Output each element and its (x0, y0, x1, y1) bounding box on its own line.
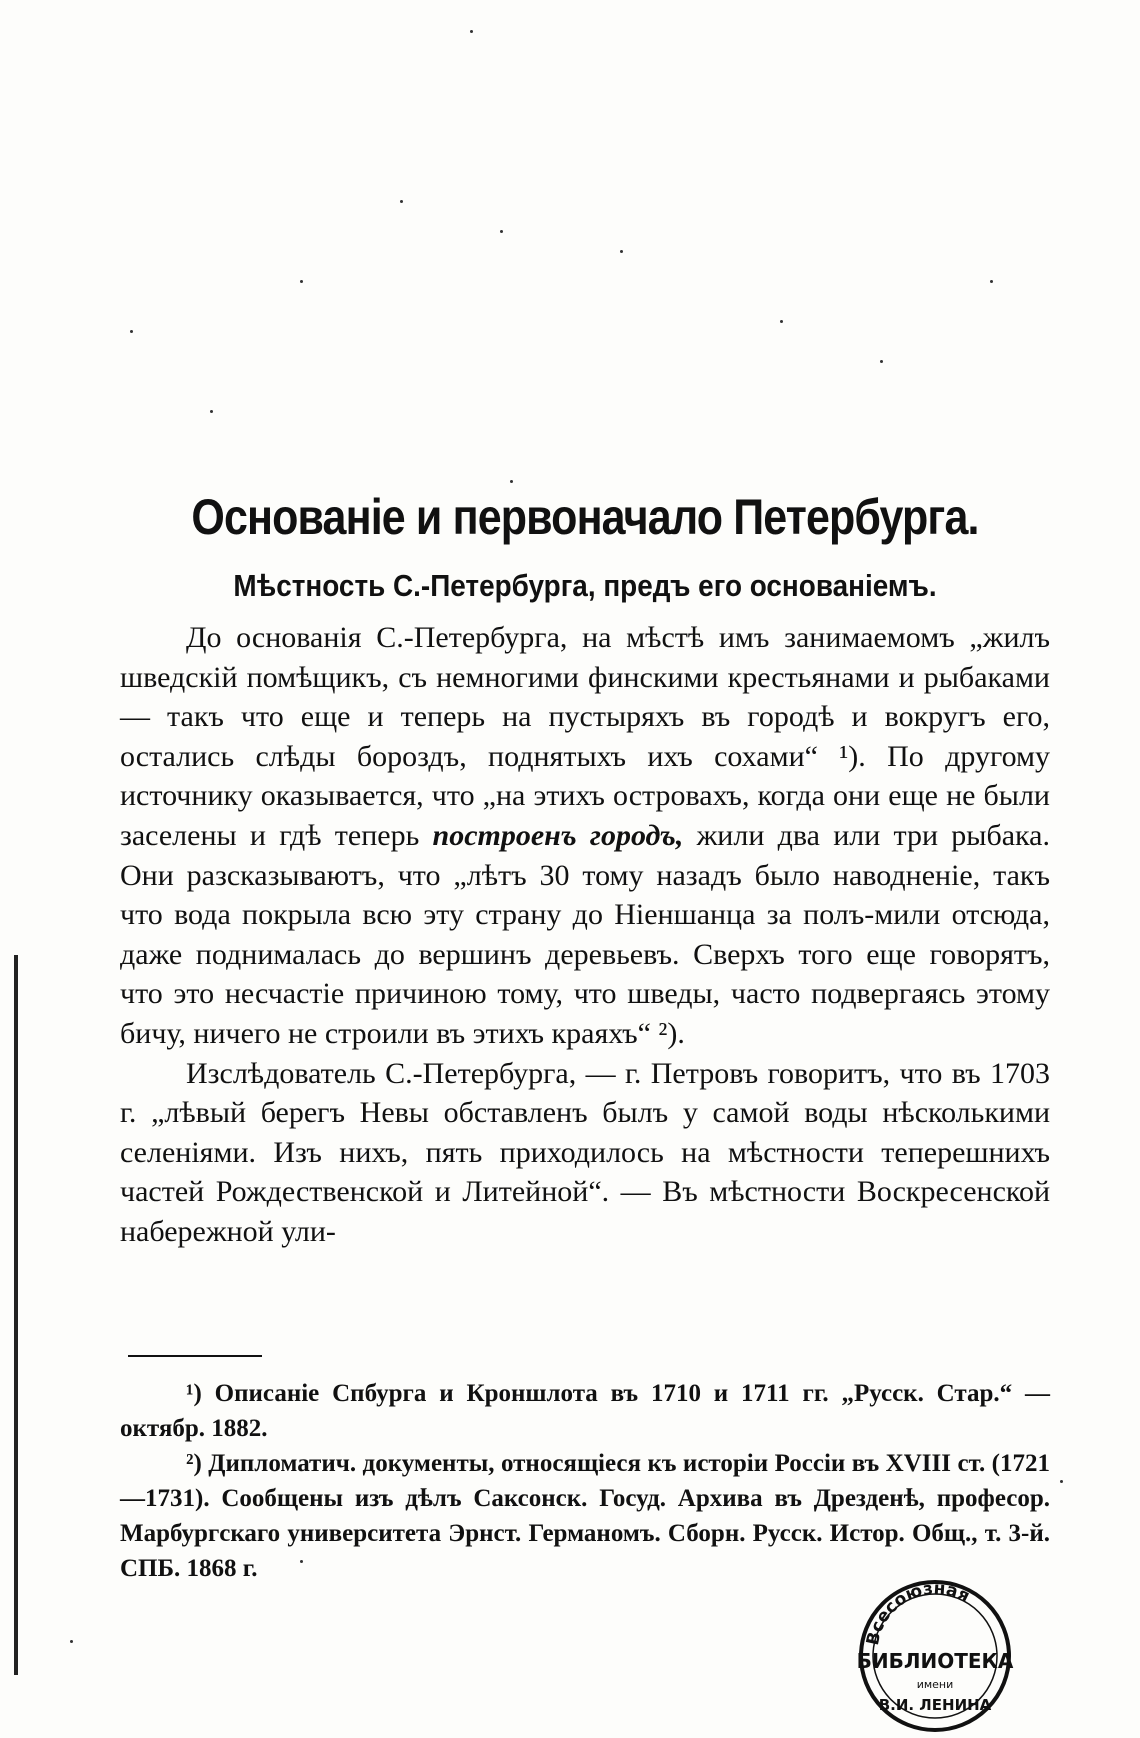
stamp-text-small: имени (916, 1678, 954, 1691)
footnote-1: ¹) Описанiе Спбурга и Кроншлота въ 1710 и 1711 гг. „Русск. Стар.“ — октябр. 1882. (120, 1380, 1050, 1442)
library-stamp (850, 1568, 1020, 1738)
footnote-rule (128, 1355, 262, 1357)
svg-text:Всесоюзная (863, 1579, 973, 1647)
paragraph-2: Изслѣдователь С.-Петербурга, — г. Петровъ говоритъ, что въ 1703 г. „лѣвый берегъ Невы обставленъ былъ у самой воды нѣсколькими селенiями. Изъ нихъ, пять приходилось на мѣстности теперешнихъ частей Рождественской и Литейной“. — Въ мѣстности Воскресенской набережной ули- (120, 1056, 1050, 1248)
body-text (120, 618, 1050, 1252)
footnotes (120, 1376, 1050, 1586)
scan-margin-line (14, 955, 18, 1675)
stamp-text-top: Всесоюзная (862, 1578, 973, 1648)
paragraph-1-text: До основанiя С.-Петербурга, на мѣстѣ имъ занимаемомъ „жилъ шведскiй помѣщикъ, съ немногими финскими крестьянами и рыбаками — такъ что еще и теперь на пустыряхъ въ городѣ и вокругъ его, остались слѣды бороздъ, поднятыхъ ихъ сохами“ ¹). По другому источнику оказывается, что „на этихъ островахъ, когда они еще не были заселены и гдѣ теперь (120, 621, 1050, 852)
footnote-2: ²) Дипломатич. документы, относящiеся къ исторiи Россiи въ XVIII ст. (1721—1731). Сообщены изъ дѣлъ Саксонск. Госуд. Архива въ Дрезденѣ, професор. Марбургскаго университета Эрнст. Германомъ. Сборн. Русск. Истор. Общ., т. 3-й. СПБ. 1868 г. (120, 1450, 1050, 1582)
stamp-text-main: БИБЛИОТЕКА (856, 1649, 1014, 1673)
paragraph-1-italic: построенъ городъ, (432, 818, 684, 852)
chapter-title: Основанiе и первоначало Петербурга. (191, 489, 979, 545)
paragraph-1 (120, 618, 1050, 1054)
stamp-text-bottom: В.И. ЛЕНИНА (878, 1696, 992, 1714)
section-subtitle: Мѣстность С.-Петербурга, предъ его основанiемъ. (233, 568, 937, 603)
paragraph-1-text-end: жили два или три рыбака. Они разсказываютъ, что „лѣтъ 30 тому назадъ было наводненiе, такъ что вода покрыла всю эту страну до Нiеншанца за полъ-мили отсюда, даже поднималась до вершинъ деревьевъ. Сверхъ того еще говорятъ, что это несчастiе причиною тому, что шведы, часто подвергаясь этому бичу, ничего не строили въ этихъ краяхъ“ ²). (120, 818, 1050, 1050)
